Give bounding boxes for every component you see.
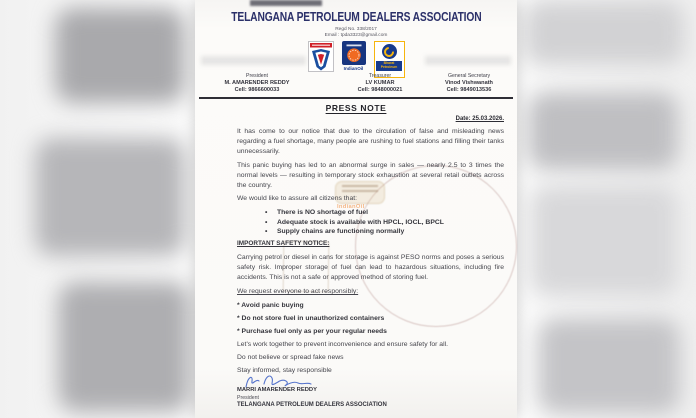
officer-role: President bbox=[246, 73, 268, 79]
email-line: Email : tpda3323@gmail.com bbox=[324, 33, 388, 38]
indianoil-logo bbox=[342, 41, 366, 71]
officer-name: Vinod Vishwanath bbox=[445, 80, 493, 86]
assurance-line: We would like to assure all citizens that: bbox=[237, 195, 358, 202]
closing-line-fake-news: Do not believe or spread fake news bbox=[237, 353, 344, 361]
request-item: * Purchase fuel only as per your regular needs bbox=[237, 327, 387, 335]
paragraph-notice: It has come to our notice that due to the circulation of false and misleading news regarding a fuel shortage, many people are rushing to fuel stations and filling their tanks unnecessarily. bbox=[237, 128, 504, 155]
signatory-role: President bbox=[237, 394, 259, 401]
date-line: Date: 25.03.2026. bbox=[455, 116, 504, 122]
bharat-petroleum-logo-label: Bharat Petroleum bbox=[376, 61, 402, 71]
background-blur bbox=[58, 282, 190, 412]
safety-notice-heading: IMPORTANT SAFETY NOTICE: bbox=[237, 240, 330, 247]
officer-general-secretary bbox=[425, 73, 513, 94]
paragraph-safety: Carrying petrol or diesel in cans for storage is against PESO norms and poses a serious safety risk. Improper storage of fuel can lead to hazardous situations, including fire accidents. This is not a safe or approved method of storing fuel. bbox=[237, 254, 504, 281]
association-title: TELANGANA PETROLEUM DEALERS ASSOCIATION bbox=[230, 9, 482, 24]
background-blur bbox=[528, 92, 678, 170]
background-blur bbox=[524, 0, 684, 66]
request-item: * Do not store fuel in unauthorized containers bbox=[237, 314, 385, 322]
closing-line-together: Let's work together to prevent inconvenience and ensure safety for all. bbox=[237, 341, 448, 348]
officer-cell: Cell: 9866600033 bbox=[234, 87, 280, 93]
indianoil-logo-label: IndianOil bbox=[343, 66, 364, 71]
regd-number: Regd No. 338/2017 bbox=[335, 27, 377, 32]
background-blur bbox=[530, 185, 678, 297]
bharat-petroleum-logo-mark bbox=[382, 44, 397, 59]
officer-name: LV KUMAR bbox=[365, 80, 395, 86]
officer-cell: Cell: 9848000021 bbox=[357, 87, 403, 93]
bullet-item: • Supply chains are functioning normally bbox=[237, 227, 504, 237]
indianoil-logo-mark bbox=[342, 41, 366, 65]
officer-role: Treasurer bbox=[368, 73, 392, 79]
paragraph-panic-buying: This panic buying has led to an abnormal surge in sales — nearly 2.5 to 3 times the normal levels — resulting in temporary stock exhaustion at several retail outlets across the country. bbox=[237, 162, 504, 189]
header-divider bbox=[199, 97, 513, 99]
officer-treasurer bbox=[323, 73, 437, 94]
press-note-heading: PRESS NOTE bbox=[325, 103, 387, 113]
press-note-page bbox=[195, 0, 517, 418]
officer-president bbox=[201, 73, 313, 94]
background-blur bbox=[35, 138, 185, 256]
request-heading: We request everyone to act responsibly: bbox=[237, 288, 359, 295]
closing-line-stay-informed: Stay informed, stay responsible bbox=[237, 366, 332, 374]
officer-cell: Cell: 9849013536 bbox=[446, 87, 492, 93]
assurance-bullet-list bbox=[237, 208, 504, 237]
bullet-item: • There is NO shortage of fuel bbox=[237, 208, 504, 218]
signatory-organisation: TELANGANA PETROLEUM DEALERS ASSOCIATION bbox=[237, 401, 387, 408]
hp-logo bbox=[308, 41, 334, 72]
background-blur bbox=[55, 8, 185, 103]
officer-name: M. AMARENDER REDDY bbox=[224, 80, 290, 86]
request-item: * Avoid panic buying bbox=[237, 301, 304, 309]
indianoil-watermark-text: IndianOil bbox=[337, 204, 365, 210]
bullet-item: • Adequate stock is available with HPCL, IOCL, BPCL bbox=[237, 218, 504, 228]
signatory-name: MARRI AMARENDER REDDY bbox=[237, 387, 317, 393]
background-blur bbox=[538, 318, 680, 414]
officer-role: General Secretary bbox=[447, 73, 491, 79]
scan-artifact-strip bbox=[250, 0, 322, 6]
